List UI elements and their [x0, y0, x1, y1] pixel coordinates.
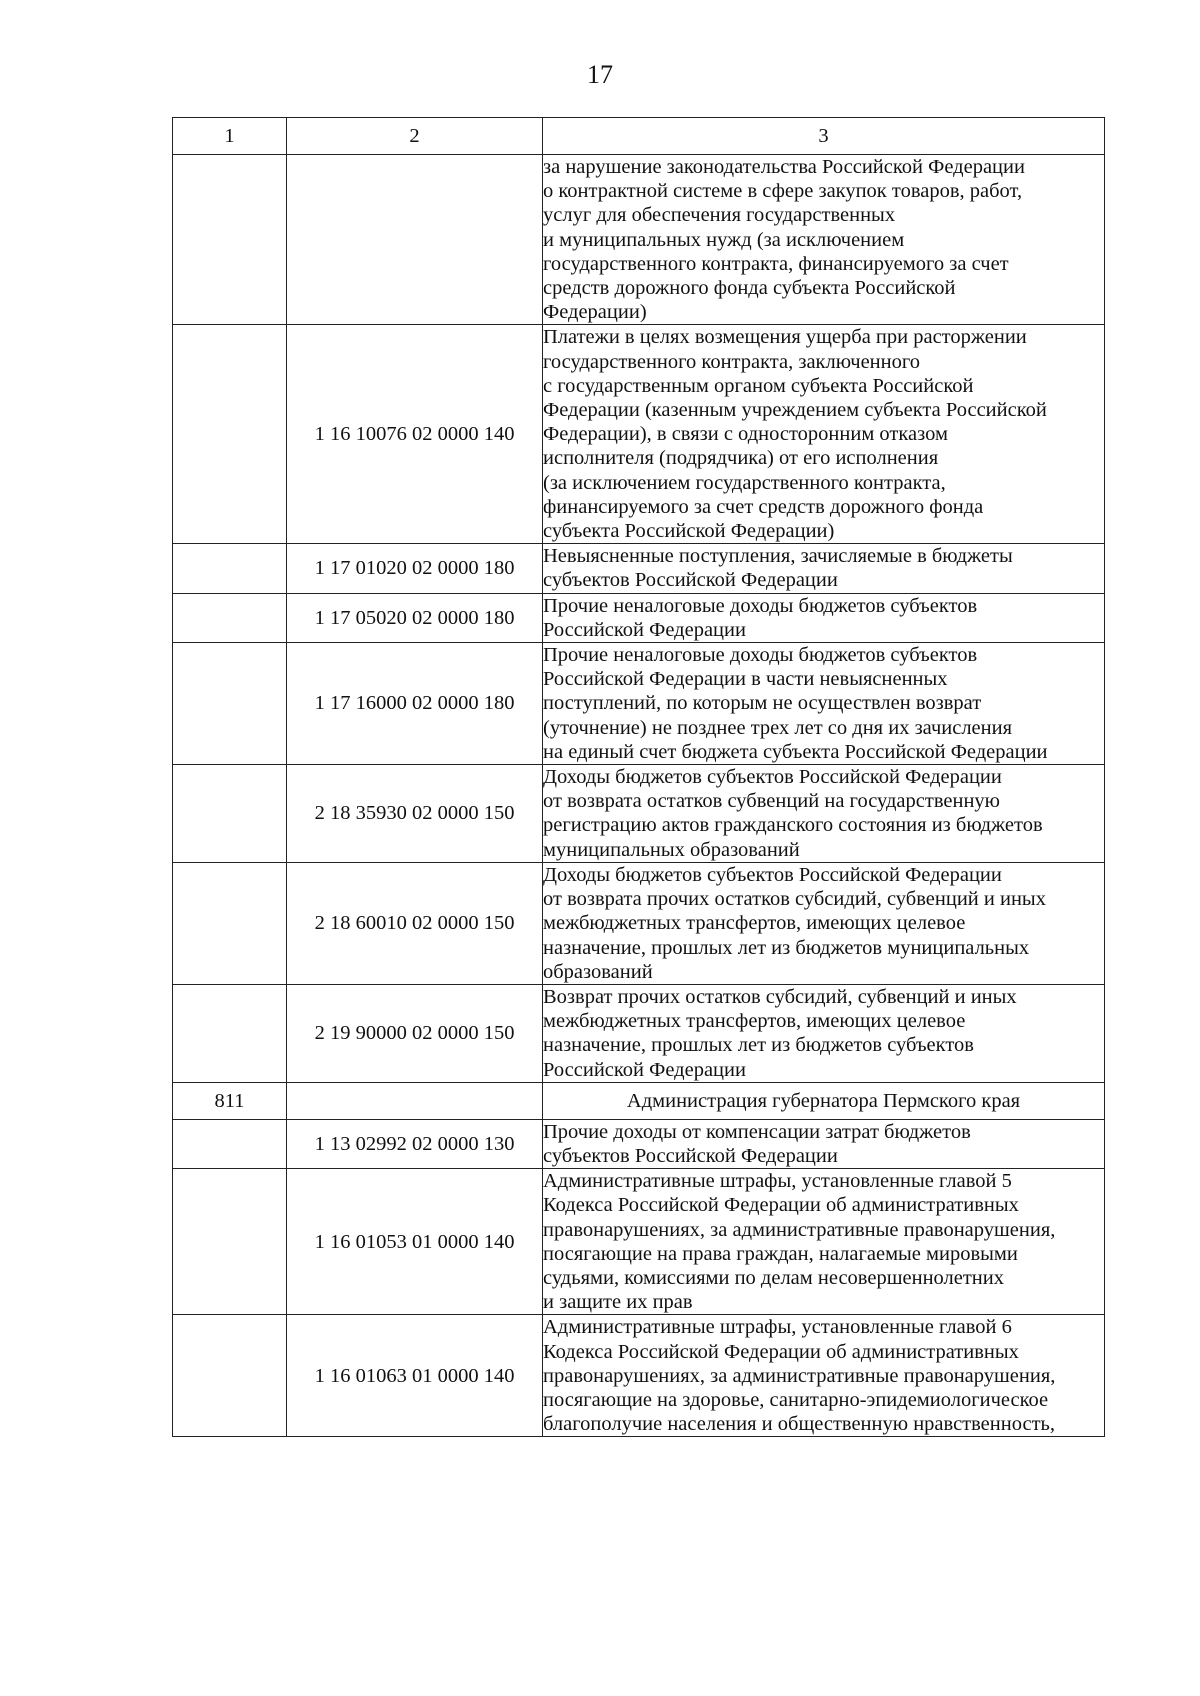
page-number: 17: [587, 60, 613, 89]
table-row: [173, 1169, 1105, 1315]
description-line: межбюджетных трансфертов, имеющих целевое: [543, 1010, 966, 1033]
table-row: [173, 544, 1105, 593]
admin-code-cell: 811: [173, 1082, 287, 1119]
description-line: на единый счет бюджета субъекта Российской Федерации: [543, 740, 1048, 763]
description-cell: [543, 984, 1105, 1082]
income-code-cell: 1 17 16000 02 0000 180: [287, 643, 543, 765]
description-line: субъектов Российской Федерации: [543, 1144, 838, 1167]
table-row: [173, 1315, 1105, 1437]
description-line: посягающие на здоровье, санитарно-эпидемиологическое: [543, 1388, 1049, 1411]
description-line: Федерации): [543, 301, 647, 324]
income-code-cell: 1 16 10076 02 0000 140: [287, 325, 543, 544]
table-row: [173, 765, 1105, 863]
description-line: и муниципальных нужд (за исключением: [543, 228, 905, 251]
description-line: Российской Федерации в части невыясненных: [543, 668, 948, 691]
table-row: [173, 593, 1105, 642]
description-line: (уточнение) не позднее трех лет со дня их зачисления: [543, 716, 1013, 739]
header-cell-3: 3: [543, 118, 1105, 155]
description-cell: [543, 1169, 1105, 1315]
table-row: [173, 155, 1105, 325]
description-line: Прочие неналоговые доходы бюджетов субъектов: [543, 594, 978, 617]
description-line: от возврата прочих остатков субсидий, субвенций и иных: [543, 888, 1046, 911]
description-line: регистрацию актов гражданского состояния из бюджетов: [543, 814, 1043, 837]
description-line: от возврата остатков субвенций на государственную: [543, 790, 1000, 813]
income-code-cell: 2 18 35930 02 0000 150: [287, 765, 543, 863]
description-line: Кодекса Российской Федерации об административных: [543, 1340, 1019, 1363]
description-line: государственного контракта, финансируемого за счет: [543, 252, 1009, 275]
description-line: судьями, комиссиями по делам несовершеннолетних: [543, 1266, 1004, 1289]
table-row: [173, 984, 1105, 1082]
admin-code-cell: [173, 1315, 287, 1437]
description-line: (за исключением государственного контракта,: [543, 471, 946, 494]
description-line: субъектов Российской Федерации: [543, 569, 838, 592]
income-code-cell: 1 13 02992 02 0000 130: [287, 1119, 543, 1168]
table-row: [173, 1119, 1105, 1168]
description-line: посягающие на права граждан, налагаемые мировыми: [543, 1242, 1018, 1265]
description-line: Платежи в целях возмещения ущерба при расторжении: [543, 326, 1027, 349]
description-line: назначение, прошлых лет из бюджетов муниципальных: [543, 936, 1030, 959]
table-row: [173, 643, 1105, 765]
table-row: [173, 862, 1105, 984]
description-line: финансируемого за счет средств дорожного фонда: [543, 495, 984, 518]
description-line: Административные штрафы, установленные главой 5: [543, 1170, 1012, 1193]
income-code-cell: 1 16 01063 01 0000 140: [287, 1315, 543, 1437]
description-cell: [543, 325, 1105, 544]
description-line: государственного контракта, заключенного: [543, 350, 921, 373]
admin-code-cell: [173, 544, 287, 593]
budget-codes-table: [172, 117, 1105, 1437]
description-line: Федерации), в связи с односторонним отказом: [543, 423, 948, 446]
description-line: муниципальных образований: [543, 838, 800, 861]
description-line: исполнителя (подрядчика) от его исполнения: [543, 447, 939, 470]
admin-code-cell: [173, 325, 287, 544]
description-line: Кодекса Российской Федерации об административных: [543, 1194, 1019, 1217]
income-code-cell: 1 17 01020 02 0000 180: [287, 544, 543, 593]
table-row: [173, 325, 1105, 544]
description-cell: [543, 643, 1105, 765]
admin-code-cell: [173, 155, 287, 325]
income-code-cell: 2 18 60010 02 0000 150: [287, 862, 543, 984]
admin-code-cell: [173, 765, 287, 863]
admin-code-cell: [173, 593, 287, 642]
income-code-cell: 1 17 05020 02 0000 180: [287, 593, 543, 642]
income-code-cell: [287, 1082, 543, 1119]
description-line: Доходы бюджетов субъектов Российской Федерации: [543, 863, 1002, 886]
description-line: Российской Федерации: [543, 1058, 746, 1081]
description-line: Невыясненные поступления, зачисляемые в бюджеты: [543, 545, 1013, 568]
admin-code-cell: [173, 643, 287, 765]
description-line: правонарушениях, за административные правонарушения,: [543, 1364, 1056, 1387]
description-line: и защите их прав: [543, 1291, 693, 1314]
description-line: Федерации (казенным учреждением субъекта Российской: [543, 399, 1047, 422]
description-line: Возврат прочих остатков субсидий, субвенций и иных: [543, 985, 1017, 1008]
description-line: с государственным органом субъекта Российской: [543, 374, 974, 397]
description-cell: [543, 544, 1105, 593]
income-code-cell: [287, 155, 543, 325]
income-code-cell: 1 16 01053 01 0000 140: [287, 1169, 543, 1315]
description-cell: [543, 593, 1105, 642]
description-cell: [543, 765, 1105, 863]
description-line: услуг для обеспечения государственных: [543, 204, 896, 227]
table-row: [173, 1082, 1105, 1119]
description-cell: [543, 1315, 1105, 1437]
description-line: благополучие населения и общественную нравственность,: [543, 1413, 1056, 1436]
description-cell: [543, 862, 1105, 984]
header-cell-1: 1: [173, 118, 287, 155]
income-code-cell: 2 19 90000 02 0000 150: [287, 984, 543, 1082]
description-cell: [543, 155, 1105, 325]
header-cell-2: 2: [287, 118, 543, 155]
description-line: о контрактной системе в сфере закупок товаров, работ,: [543, 180, 1023, 203]
description-line: субъекта Российской Федерации): [543, 520, 835, 543]
admin-code-cell: [173, 1119, 287, 1168]
admin-code-cell: [173, 1169, 287, 1315]
description-line: за нарушение законодательства Российской Федерации: [543, 156, 1025, 178]
description-line: Прочие неналоговые доходы бюджетов субъектов: [543, 644, 978, 667]
admin-code-cell: [173, 862, 287, 984]
description-line: назначение, прошлых лет из бюджетов субъектов: [543, 1034, 974, 1057]
description-line: Администрация губернатора Пермского края: [626, 1089, 1021, 1112]
description-line: межбюджетных трансфертов, имеющих целевое: [543, 912, 966, 935]
admin-code-cell: [173, 984, 287, 1082]
description-line: правонарушениях, за административные правонарушения,: [543, 1218, 1056, 1241]
description-line: Доходы бюджетов субъектов Российской Федерации: [543, 766, 1002, 789]
description-line: средств дорожного фонда субъекта Российской: [543, 277, 956, 300]
description-line: Административные штрафы, установленные главой 6: [543, 1316, 1012, 1339]
description-line: Российской Федерации: [543, 618, 746, 641]
description-line: поступлений, по которым не осуществлен возврат: [543, 692, 982, 715]
description-cell: [543, 1119, 1105, 1168]
table-header-row: [173, 118, 1105, 155]
section-title-cell: [543, 1082, 1105, 1119]
description-line: образований: [543, 960, 653, 983]
description-line: Прочие доходы от компенсации затрат бюджетов: [543, 1120, 971, 1143]
